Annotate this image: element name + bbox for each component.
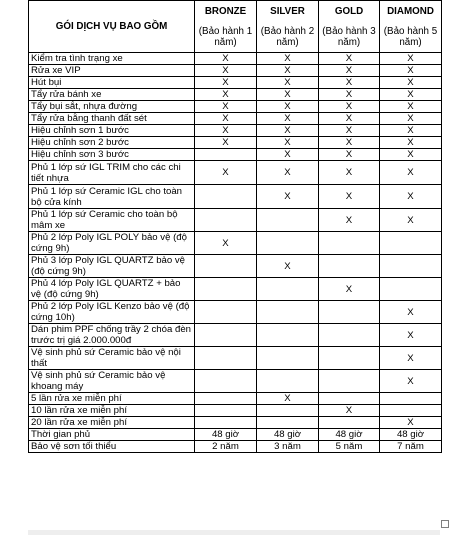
service-name-cell: Bảo vệ sơn tối thiểu: [29, 441, 195, 453]
tier-cell: 48 giờ: [195, 429, 257, 441]
tier-cell: [319, 417, 380, 429]
table-row: [29, 393, 442, 405]
tier-cell: X: [380, 347, 442, 370]
header-services-label: GÓI DỊCH VỤ BAO GỒM: [29, 1, 195, 53]
tier-cell: [257, 417, 319, 429]
tier-cell: [257, 301, 319, 324]
table-row: [29, 370, 442, 393]
table-row: [29, 125, 442, 137]
header-tier-bronze: [195, 1, 257, 53]
table-row: [29, 278, 442, 301]
tier-cell: X: [195, 137, 257, 149]
tier-cell: [195, 149, 257, 161]
service-name-cell: Vệ sinh phủ sứ Ceramic bảo vệ nội thất: [29, 347, 195, 370]
tier-cell: X: [257, 185, 319, 209]
tier-cell: [257, 209, 319, 232]
table-row: [29, 77, 442, 89]
tier-cell: X: [319, 101, 380, 113]
tier-warranty: (Bảo hành 3 năm): [322, 25, 376, 48]
service-name-cell: Hiệu chỉnh sơn 1 bước: [29, 125, 195, 137]
tier-name: BRONZE: [204, 5, 247, 17]
tier-cell: [319, 393, 380, 405]
tier-cell: 5 năm: [319, 441, 380, 453]
header-tier-silver: [257, 1, 319, 53]
table-row: [29, 161, 442, 185]
tier-cell: [257, 347, 319, 370]
table-row: [29, 429, 442, 441]
table-row: [29, 137, 442, 149]
table-row: [29, 232, 442, 255]
tier-cell: X: [319, 405, 380, 417]
tier-cell: X: [195, 77, 257, 89]
table-row: [29, 417, 442, 429]
service-name-cell: Phủ 1 lớp sứ Ceramic cho toàn bộ mâm xe: [29, 209, 195, 232]
tier-warranty: (Bảo hành 2 năm): [260, 25, 315, 48]
service-name-cell: Tẩy bụi sắt, nhựa đường: [29, 101, 195, 113]
table-row: [29, 301, 442, 324]
table-row: [29, 89, 442, 101]
table-row: [29, 53, 442, 65]
tier-cell: [195, 209, 257, 232]
table-row: [29, 185, 442, 209]
tier-cell: X: [380, 161, 442, 185]
tier-cell: X: [195, 232, 257, 255]
table-row: [29, 149, 442, 161]
tier-cell: [380, 278, 442, 301]
tier-cell: [257, 324, 319, 347]
tier-cell: X: [319, 185, 380, 209]
service-name-cell: Phủ 4 lớp Poly IGL QUARTZ + bảo vệ (độ cứng 9h): [29, 278, 195, 301]
table-row: [29, 113, 442, 125]
tier-cell: X: [380, 101, 442, 113]
tier-cell: X: [257, 149, 319, 161]
service-name-cell: Dán phim PPF chống trầy 2 chóa đèn trước trị giá 2.000.000đ: [29, 324, 195, 347]
tier-cell: X: [319, 149, 380, 161]
service-name-cell: Kiểm tra tình trạng xe: [29, 53, 195, 65]
service-name-cell: Thời gian phủ: [29, 429, 195, 441]
tier-cell: [319, 370, 380, 393]
tier-cell: [257, 232, 319, 255]
table-row: [29, 405, 442, 417]
tier-cell: X: [319, 113, 380, 125]
tier-cell: [195, 324, 257, 347]
tier-cell: X: [319, 161, 380, 185]
table-row: [29, 255, 442, 278]
header-tier-diamond: [380, 1, 442, 53]
tier-cell: X: [257, 161, 319, 185]
tier-name: GOLD: [334, 5, 364, 17]
table-row: [29, 209, 442, 232]
service-name-cell: Hiệu chỉnh sơn 2 bước: [29, 137, 195, 149]
tier-cell: [195, 255, 257, 278]
tier-cell: X: [257, 393, 319, 405]
page-bottom-bar: [28, 530, 440, 535]
service-name-cell: Hút bụi: [29, 77, 195, 89]
tier-cell: [380, 393, 442, 405]
tier-cell: X: [257, 77, 319, 89]
tier-cell: X: [195, 89, 257, 101]
service-name-cell: Phủ 1 lớp sứ Ceramic IGL cho toàn bộ cửa kính: [29, 185, 195, 209]
tier-cell: X: [380, 324, 442, 347]
tier-cell: [319, 232, 380, 255]
tier-cell: X: [195, 65, 257, 77]
tier-cell: X: [380, 137, 442, 149]
service-name-cell: Phủ 1 lớp sứ IGL TRIM cho các chi tiết nhựa: [29, 161, 195, 185]
service-name-cell: Phủ 3 lớp Poly IGL QUARTZ bảo vệ (độ cứng 9h): [29, 255, 195, 278]
tier-cell: X: [380, 89, 442, 101]
tier-cell: X: [319, 125, 380, 137]
header-row: [29, 1, 442, 53]
table-row: [29, 441, 442, 453]
service-name-cell: 10 lần rửa xe miễn phí: [29, 405, 195, 417]
tier-cell: X: [257, 53, 319, 65]
tier-cell: [380, 232, 442, 255]
tier-cell: 2 năm: [195, 441, 257, 453]
tier-cell: X: [257, 137, 319, 149]
tier-warranty: (Bảo hành 1 năm): [198, 25, 253, 48]
tier-cell: X: [257, 113, 319, 125]
header-tier-gold: [319, 1, 380, 53]
tier-cell: X: [195, 101, 257, 113]
tier-cell: X: [380, 65, 442, 77]
tier-cell: X: [380, 125, 442, 137]
service-name-cell: Tẩy rửa bằng thanh đất sét: [29, 113, 195, 125]
tier-cell: X: [380, 77, 442, 89]
tier-name: DIAMOND: [387, 5, 434, 17]
tier-cell: X: [380, 301, 442, 324]
tier-cell: [257, 405, 319, 417]
service-name-cell: Rửa xe VIP: [29, 65, 195, 77]
tier-cell: [195, 278, 257, 301]
tier-cell: 3 năm: [257, 441, 319, 453]
resize-handle[interactable]: [441, 520, 449, 528]
tier-cell: [319, 347, 380, 370]
table-row: [29, 65, 442, 77]
service-package-table: [28, 0, 442, 453]
tier-name: SILVER: [270, 5, 305, 17]
tier-cell: [319, 255, 380, 278]
tier-cell: X: [380, 185, 442, 209]
tier-cell: X: [319, 89, 380, 101]
tier-cell: [380, 405, 442, 417]
tier-cell: X: [319, 65, 380, 77]
tier-cell: X: [257, 125, 319, 137]
tier-cell: X: [257, 89, 319, 101]
tier-cell: X: [380, 113, 442, 125]
service-name-cell: Phủ 2 lớp Poly IGL Kenzo bảo vệ (độ cứng 10h): [29, 301, 195, 324]
table-row: [29, 347, 442, 370]
service-name-cell: 20 lần rửa xe miễn phí: [29, 417, 195, 429]
tier-cell: [195, 370, 257, 393]
tier-cell: 48 giờ: [319, 429, 380, 441]
tier-cell: X: [195, 113, 257, 125]
service-name-cell: Phủ 2 lớp Poly IGL POLY bảo vệ (độ cứng 9h): [29, 232, 195, 255]
tier-cell: X: [319, 53, 380, 65]
tier-cell: [195, 301, 257, 324]
tier-warranty: (Bảo hành 5 năm): [383, 25, 438, 48]
tier-cell: [319, 301, 380, 324]
service-name-cell: Hiệu chỉnh sơn 3 bước: [29, 149, 195, 161]
tier-cell: X: [380, 370, 442, 393]
tier-cell: X: [380, 209, 442, 232]
tier-cell: X: [319, 278, 380, 301]
tier-cell: [380, 255, 442, 278]
table-row: [29, 324, 442, 347]
tier-cell: [195, 347, 257, 370]
tier-cell: X: [257, 65, 319, 77]
tier-cell: X: [257, 255, 319, 278]
tier-cell: X: [257, 101, 319, 113]
service-name-cell: Vệ sinh phủ sứ Ceramic bảo vệ khoang máy: [29, 370, 195, 393]
tier-cell: 7 năm: [380, 441, 442, 453]
tier-cell: [195, 393, 257, 405]
tier-cell: X: [319, 209, 380, 232]
tier-cell: X: [195, 161, 257, 185]
tier-cell: X: [380, 149, 442, 161]
tier-cell: [257, 278, 319, 301]
tier-cell: [195, 417, 257, 429]
tier-cell: [195, 405, 257, 417]
tier-cell: 48 giờ: [380, 429, 442, 441]
tier-cell: 48 giờ: [257, 429, 319, 441]
table-row: [29, 101, 442, 113]
service-name-cell: Tẩy rửa bánh xe: [29, 89, 195, 101]
tier-cell: [257, 370, 319, 393]
tier-cell: X: [195, 53, 257, 65]
tier-cell: X: [319, 137, 380, 149]
tier-cell: X: [195, 125, 257, 137]
tier-cell: X: [319, 77, 380, 89]
tier-cell: X: [380, 417, 442, 429]
tier-cell: X: [380, 53, 442, 65]
service-name-cell: 5 lần rửa xe miễn phí: [29, 393, 195, 405]
tier-cell: [195, 185, 257, 209]
tier-cell: [319, 324, 380, 347]
